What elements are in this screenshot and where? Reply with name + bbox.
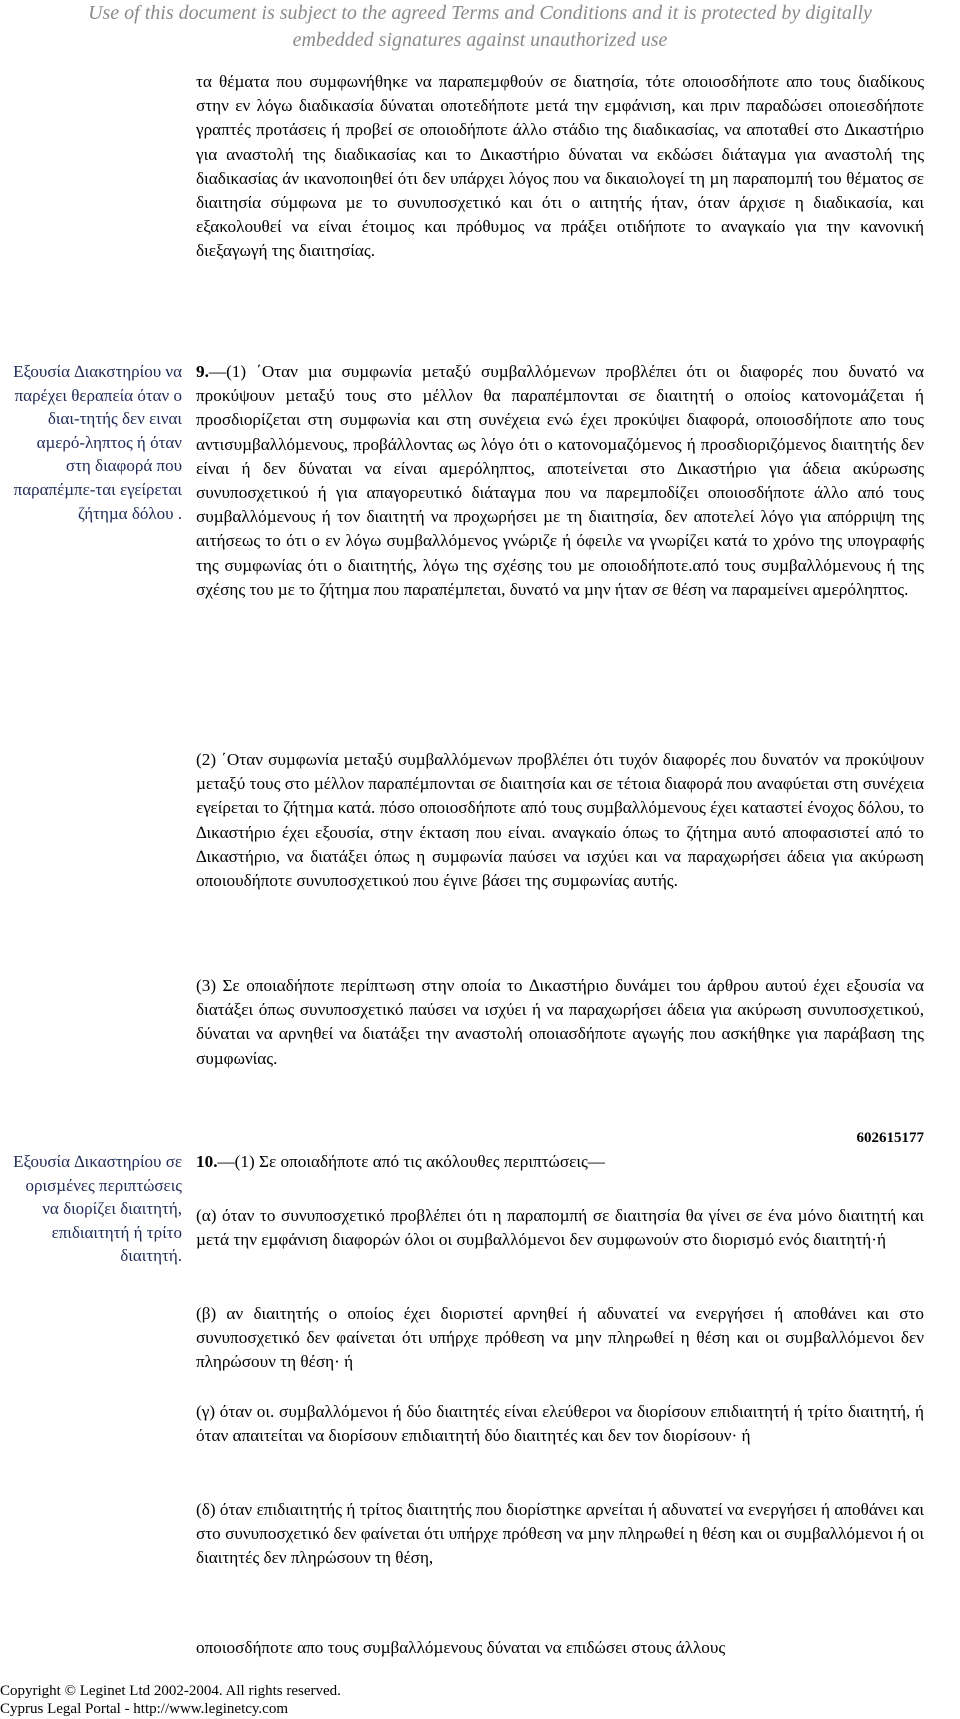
section-10-item-a: (α) όταν το συνυποσχετικό προβλέπει ότι η παραποµπή σε διαιτησία θα γίνει σε ένα µόνο διαιτητή και µετά την εµφάνιση διαφορών όλοι οι συµβαλλόµενοι δεν συµφωνούν στο διορισµό ενός διαιτητή·ή	[196, 1206, 924, 1250]
section-10-item-b-block	[196, 1302, 924, 1375]
intro-paragraph: τα θέµατα που συµφωνήθηκε να παραπεµφθούν σε διατησία, τότε οποιοσδήποτε απο τους διαδίκους στην εν λόγω διαδικασία δύναται οποτεδήποτε µετά την εµφάνιση, και πριν παραδώσει οποιεσδήποτε γραπτές προτάσεις ή προβεί σε οποιοδήποτε άλλο στάδιο της διαδικασίας, να αποταθεί στο ∆ικαστήριο για αναστολή της διαδικασίας και το ∆ικαστήριο δύναται να εκδώσει διάταγµα για αναστολή της διαδικασίας άν ικανοποιηθεί ότι δεν υπάρχει λόγος που να δικαιολογεί τη µη παραποµπή του θέµατος σε διαιτησία σύµφωνα µε το συνυποσχετικό και ότι ο αιτητής ήταν, όταν άρχισε η διαδικασία, και εξακολουθεί να είναι έτοιµος και πρόθυµος να πράξει οτιδήποτε το αναγκαίο για την κανονική διεξαγωγή της διαιτησίας.	[196, 72, 924, 261]
section-10-tail-block	[196, 1636, 924, 1660]
section-9	[196, 360, 924, 602]
section-10-lead-block	[196, 1150, 924, 1174]
document-number: 602615177	[856, 1130, 924, 1146]
header-line-2: embedded signatures against unauthorized use	[292, 29, 668, 51]
section-9-number: 9.	[196, 362, 209, 381]
margin-note-section-10: Εξουσία ∆ικαστηρίου σε ορισµένες περιπτώσεις να διορίζει διαιτητή, επιδιαιτητή ή τρίτο διαιτητή.	[13, 1152, 182, 1266]
section-9-paragraph-1	[196, 360, 924, 602]
section-10-item-d: (δ) όταν επιδιαιτητής ή τρίτος διαιτητής που διορίστηκε αρνείται ή αδυνατεί να ενεργήσει ή αποθάνει και στο συνυποσχετικό δεν φαίνεται ότι υπήρχε πρόθεση να µην πληρωθεί η θέση και οι συµβαλλόµενοι ή οι διαιτητές δεν πληρώσουν τη θέση,	[196, 1500, 924, 1568]
margin-note-section-9: Εξουσία ∆ιακστηρίου να παρέχει θεραπεία όταν ο διαι-τητής δεν ειναι αµερό-ληπτος ή όταν στη διαφορά που παραπέµπε-ται εγείρεται ζήτηµα δόλου .	[13, 362, 182, 523]
header-line-1: Use of this document is subject to the agreed Terms and Conditions and it is protected by digitally	[88, 2, 872, 24]
section-10-item-c-block	[196, 1400, 924, 1448]
section-10-item-d-block	[196, 1498, 924, 1571]
section-10-number: 10.	[196, 1152, 218, 1171]
section-10-item-c: (γ) όταν οι. συµβαλλόµενοι ή δύο διαιτητές είναι ελεύθεροι να διορίσουν επιδιαιτητή ή τρίτο διαιτητή, ή όταν απαιτείται να διορίσουν επιδιαιτητή δύο διαιτητές και δεν τον διορίσουν· ή	[196, 1402, 924, 1446]
footer-portal-link: Cyprus Legal Portal - http://www.leginetcy.com	[0, 1701, 288, 1717]
section-9-paragraph-2-block	[196, 748, 924, 893]
section-9-paragraph-3-block	[196, 974, 924, 1071]
section-10-lead	[196, 1150, 924, 1174]
section-9-p1-text: —(1) ΄Οταν µια συµφωνία µεταξύ συµβαλλόµενων προβλέπει ότι οι διαφορές που δυνατό να προκύψουν µεταξύ τους στο µέλλον θα παραπέµπονται σε διαιτητή ο οποίος κατονοµάζεται ή προσδιορίζεται στη συµφωνία και στη συνέχεια ενώ έχει προκύψει διαφορά, οποιοσδήποτε απο τους αντισυµβαλλόµενους, προβάλλοντας ως λόγο ότι ο κατονοµαζόµενος ή προσδιοριζόµενος διαιτητής δεν είναι ή δεν δύναται να είναι αµερόληπτος, αποτείνεται στο ∆ικαστήριο για άδεια ακύρωσης συνυποσχετικού ή για απαγορευτικό διάταγµα που να παρεµποδίζει οποιοσδήποτε άλλο από τους συµβαλλόµενους ή τον διαιτητή να προχωρήσει µε τη διαιτησία, δεν αποτελεί λόγο για απόρριψη της αιτήσεως το ότι ο εν λόγω συµβαλλόµενος γνώριζε ή όφειλε να γνωρίζει κατά το χρόνο της υπογραφής της συµφωνίας ότι ο διαιτητής, λόγω της σχέσης του µε οποιοδήποτε.από τους συµβαλλόµενους ή της σχέσης του µε το ζήτηµα που παραπέµπεται, δυνατό να µην ήταν σε θέση να παραµείνει αµερόληπτος.	[196, 362, 924, 599]
section-10-lead-text: —(1) Σε οποιαδήποτε από τις ακόλουθες περιπτώσεις—	[217, 1152, 605, 1171]
section-10-item-b: (β) αν διαιτητής ο οποίος έχει διοριστεί αρνηθεί ή αδυνατεί να ενεργήσει ή αποθάνει και στο συνυποσχετικό δεν φαίνεται ότι υπήρχε πρόθεση να µην πληρωθεί η θέση και οι συµβαλλόµενοι δεν πληρώσουν τη θέση· ή	[196, 1304, 924, 1372]
page-footer	[0, 1682, 341, 1718]
page-header	[0, 0, 960, 54]
section-10-tail: οποιοσδήποτε απο τους συµβαλλόµενους δύναται να επιδώσει στους άλλους	[196, 1638, 726, 1657]
intro-paragraph-block	[196, 70, 924, 264]
section-10-item-a-block	[196, 1204, 924, 1252]
section-9-paragraph-3: (3) Σε οποιαδήποτε περίπτωση στην οποία το ∆ικαστήριο δυνάµει του άρθρου αυτού έχει εξουσία να διατάξει όπως συνυποσχετικό παύσει να ισχύει ή να παραχωρήσει άδεια για ακύρωση συνυποσχετικού, δύναται να αρνηθεί να διατάξει την αναστολή οποιασδήποτε αγωγής που ασκήθηκε για παράβαση της συµφωνίας.	[196, 976, 924, 1068]
section-9-paragraph-2: (2) ΄Οταν συµφωνία µεταξύ συµβαλλόµενων προβλέπει ότι τυχόν διαφορές που δυνατόν να προκύψουν µεταξύ τους στο µέλλον παραπέµπονται σε διαιτησία και σε τέτοια διαφορά που αναφύεται στη συνέχεια εγείρεται το ζήτηµα κατά. πόσο οποιοσδήποτε από τους συµβαλλόµενους έχει καταστεί ένοχος δόλου, το ∆ικαστήριο έχει εξουσία, στην έκταση που είναι. αναγκαίο όπως το ζήτηµα αυτό αποφασιστεί από το ∆ικαστήριο, να διατάξει όπως η συµφωνία παύσει να ισχύει και να παραχωρήσει άδεια για ακύρωση οποιουδήποτε συνυποσχετικού που έγινε βάσει της συµφωνίας αυτής.	[196, 750, 924, 891]
footer-copyright: Copyright © Leginet Ltd 2002-2004. All rights reserved.	[0, 1683, 341, 1699]
